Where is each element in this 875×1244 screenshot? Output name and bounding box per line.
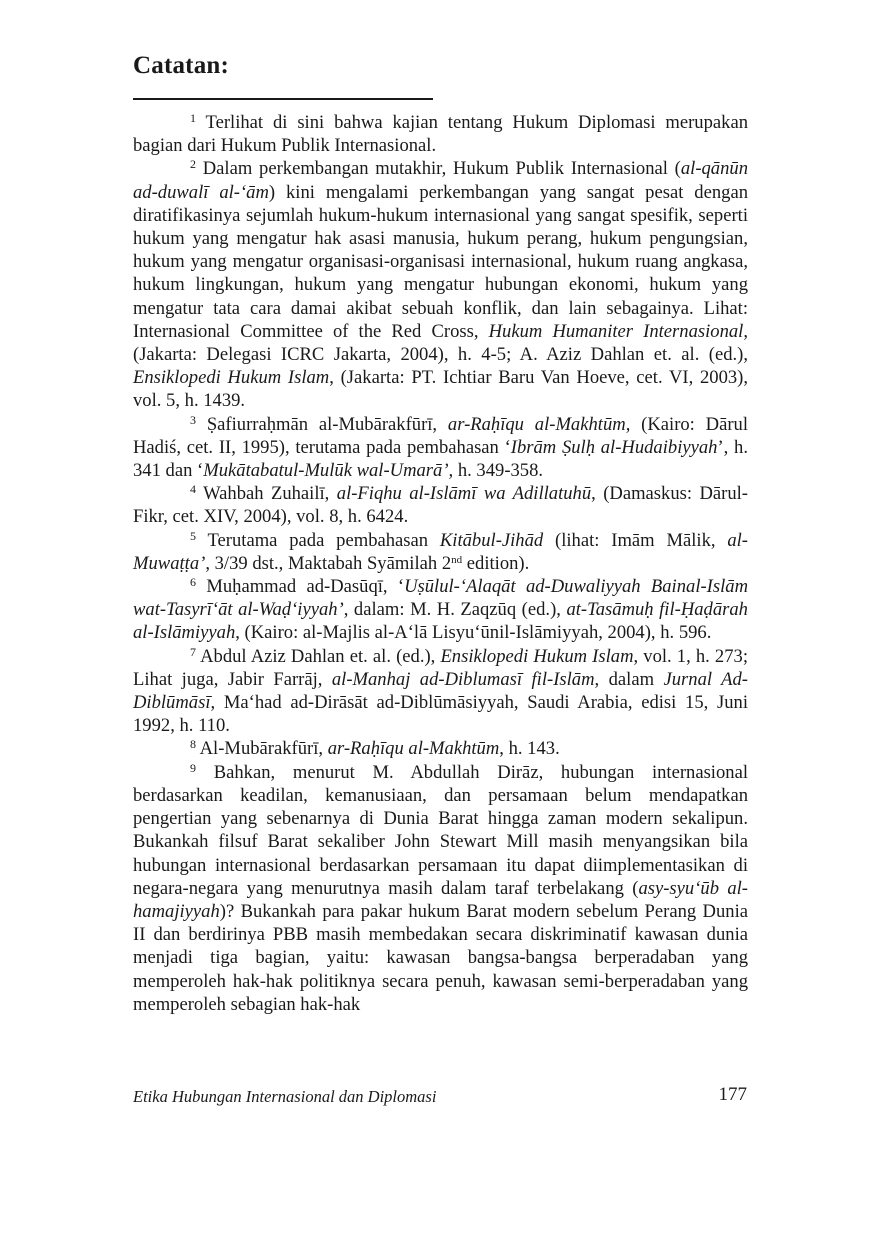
footnote-title-italic: al-Fiqhu al-Islāmī wa Adillatuhū xyxy=(336,483,592,505)
footnote-title-italic: al-Muwaṭṭa’ xyxy=(133,529,748,574)
footnote-title-italic: Kitābul-Jihād xyxy=(439,529,544,551)
footnote-text: Abdul Aziz Dahlan et. al. (ed.), xyxy=(200,645,441,667)
running-footer-title: Etika Hubungan Internasional dan Diplomasi xyxy=(133,1087,437,1106)
footnote-separator-rule xyxy=(133,98,433,100)
footnote-text: ’, h. 341 dan ‘ xyxy=(133,436,748,482)
footnote-text: , vol. 1, h. 273; Lihat juga, Jabir Farrāj, xyxy=(133,645,748,690)
footnote-text: h. 349-358. xyxy=(453,460,544,482)
footnote-text: , (Damaskus: Dārul-Fikr, cet. XIV, 2004), vol. 8, h. 6424. xyxy=(133,483,748,528)
page-number: 177 xyxy=(718,1084,747,1105)
footnote-text: Al-Mubārakfūrī, xyxy=(199,738,328,760)
footnote-title-italic: Mukātabatul-Mulūk wal-Umarā’, xyxy=(203,460,454,482)
footnote-title-italic: ar-Raḥīqu al-Makhtūm xyxy=(327,738,500,760)
footnote-2 xyxy=(133,157,748,412)
footnote-9 xyxy=(133,761,748,1016)
footnote-title-italic: al-qānūn ad-duwalī al-‘ām xyxy=(133,158,748,203)
footnote-text: , h. 143. xyxy=(499,738,560,760)
footnote-text: , dalam: M. H. Zaqzūq (ed.), xyxy=(343,599,567,621)
footnote-text: , 3/39 dst., Maktabah Syāmilah 2 xyxy=(205,552,452,574)
footnote-number: 1 xyxy=(190,111,196,125)
footnote-text: Muḥammad ad-Dasūqī, ‘ xyxy=(206,576,405,598)
footnote-title-italic: Hukum Humaniter Internasional xyxy=(488,320,744,342)
footnote-text: , (Kairo: Dārul Hadiś, cet. II, 1995), terutama pada pembahasan ‘ xyxy=(133,413,749,458)
footnote-text: Terutama pada pembahasan xyxy=(207,529,440,551)
footnote-text: , dalam xyxy=(594,668,664,690)
footnote-text: , (Jakarta: PT. Ichtiar Baru Van Hoeve, cet. VI, 2003), vol. 5, h. 1439. xyxy=(133,367,749,412)
footnote-number: 3 xyxy=(190,412,196,427)
footnote-title-italic: at-Tasāmuḥ fil-Ḥaḍārah al-Islāmiyyah xyxy=(133,599,748,644)
footnote-title-italic: Uṣūlul-‘Alaqāt ad-Duwaliyyah Bainal-Islām wat-Tasyrī‘āt al-Waḍ‘iyyah’ xyxy=(133,576,748,621)
footnote-text: (lihat: Imām Mālik, xyxy=(543,529,728,551)
footnote-text: , (Jakarta: Delegasi ICRC Jakarta, 2004), h. 4-5; A. Aziz Dahlan et. al. (ed.), xyxy=(133,320,748,366)
footnote-title-italic: Ensiklopedi Hukum Islam xyxy=(440,645,634,667)
footnote-5 xyxy=(133,529,748,575)
footnote-title-italic: al-Manhaj ad-Diblumasī fil-Islām xyxy=(331,668,595,690)
footnotes-list xyxy=(133,111,748,1016)
footnote-6 xyxy=(133,575,748,645)
footnote-title-italic: Jurnal Ad-Diblūmāsī xyxy=(133,668,748,714)
footnote-text: )? Bukankah para pakar hukum Barat modern sebelum Perang Dunia II dan berdirinya PBB masih membedakan secara diskriminatif kawasan dunia menjadi tiga bagian, yaitu: kawasan bangsa-bangsa berperadaban yang memperoleh hak-hak politiknya secara penuh, kawasan semi-berperadaban yang memperoleh sebagian hak-hak xyxy=(133,900,748,1015)
footnote-7 xyxy=(133,645,748,738)
footnote-text: , (Kairo: al-Majlis al-A‘lā Lisyu‘ūnil-Islāmiyyah, 2004), h. 596. xyxy=(235,622,712,644)
footnote-number: 2 xyxy=(190,157,196,172)
footnote-title-italic: asy-syu‘ūb al-hamajiyyah xyxy=(133,877,748,922)
footnote-text: Dalam perkembangan mutakhir, Hukum Publik Internasional ( xyxy=(202,158,681,180)
footnote-number: 6 xyxy=(190,575,196,590)
footnote-4 xyxy=(133,482,748,528)
footnote-number: 5 xyxy=(190,528,196,543)
footnote-text: ) kini mengalami perkembangan yang sangat pesat dengan diratifikasinya sejumlah hukum-hukum internasional yang sangat spesifik, seperti hukum yang mengatur hak asasi manusia, hukum perang, hukum pengungsian, hukum yang mengatur organisasi-organisasi internasional, hukum ruang angkasa, hukum lingkungan, hukum yang mengatur hubungan ekonomi, hukum yang mengatur tata cara damai akibat sebuah konflik, dan lain sebagainya. Lihat: Internasional Committee of the Red Cross, xyxy=(133,181,748,342)
footnote-number: 4 xyxy=(190,482,196,497)
footnote-number: 8 xyxy=(190,737,196,752)
footnote-text: Bahkan, menurut M. Abdullah Dirāz, hubungan internasional berdasarkan keadilan, kemanusiaan, dan persamaan belum mendapatkan pengertian yang sebenarnya di Dunia Barat hingga zaman modern sekalipun. Bukankah filsuf Barat sekaliber John Stewart Mill masih menyangsikan bila hubungan internasional berdasarkan persamaan itu dapat diimplementasikan di negara-negara yang menurutnya masih dalam taraf terbelakang ( xyxy=(133,761,748,899)
footnote-title-italic: ar-Raḥīqu al-Makhtūm xyxy=(447,413,626,435)
ordinal-suffix: nd xyxy=(451,553,463,566)
footnote-text: , Ma‘had ad-Dirāsāt ad-Diblūmāsiyyah, Saudi Arabia, edisi 15, Juni 1992, h. 110. xyxy=(133,692,748,737)
footnote-title-italic: Ibrām Ṣulḥ al-Hudaibiyyah xyxy=(510,436,718,458)
footnote-3 xyxy=(133,413,748,483)
footnote-number: 7 xyxy=(190,644,196,659)
footnote-text: Terlihat di sini bahwa kajian tentang Hukum Diplomasi merupakan bagian dari Hukum Publik Internasional. xyxy=(133,112,748,157)
footnote-text: edition). xyxy=(462,552,530,574)
footnote-8 xyxy=(133,737,748,760)
footnote-1 xyxy=(133,111,748,157)
footnote-number: 9 xyxy=(190,760,196,775)
footnote-title-italic: Ensiklopedi Hukum Islam xyxy=(133,367,330,389)
footnote-text: Ṣafiurraḥmān al-Mubārakfūrī, xyxy=(206,413,448,435)
footnote-text: Wahbah Zuhailī, xyxy=(203,483,337,505)
page-heading: Catatan: xyxy=(133,52,230,79)
